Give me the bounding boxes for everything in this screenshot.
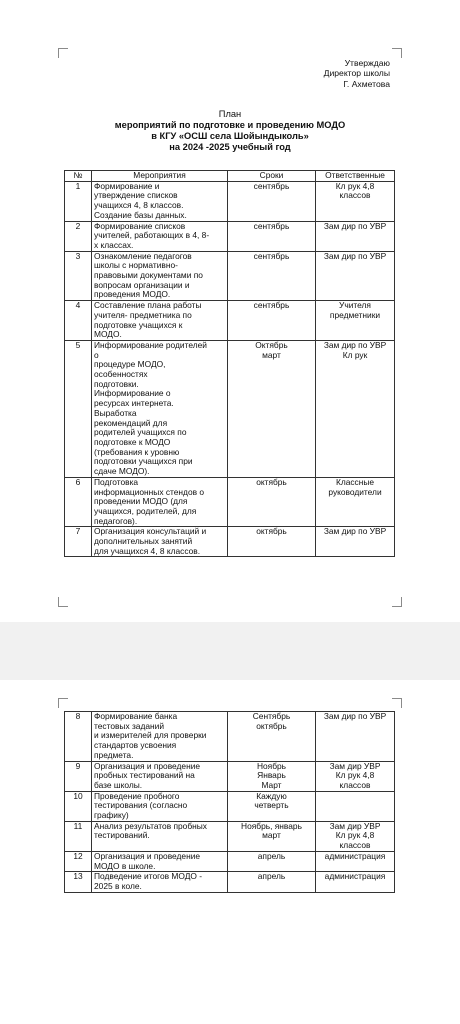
row-responsible: Кл рук 4,8 классов <box>316 181 395 221</box>
row-responsible <box>316 791 395 821</box>
row-responsible: Зам дир по УВР Кл рук <box>316 340 395 477</box>
table-row <box>65 712 395 762</box>
header-activity: Мероприятия <box>92 171 228 182</box>
header-responsible: Ответственные <box>316 171 395 182</box>
row-dates: октябрь <box>228 477 316 527</box>
row-dates: Ноябрь Январь Март <box>228 761 316 791</box>
row-responsible: Зам дир УВР Кл рук 4,8 классов <box>316 761 395 791</box>
row-number: 10 <box>65 791 92 821</box>
row-responsible: администрация <box>316 872 395 892</box>
row-number: 11 <box>65 821 92 851</box>
row-dates: Сентябрь октябрь <box>228 712 316 762</box>
table-row <box>65 477 395 527</box>
row-number: 4 <box>65 301 92 341</box>
row-number: 2 <box>65 221 92 251</box>
row-number: 9 <box>65 761 92 791</box>
approval-block <box>324 58 390 89</box>
row-dates: Октябрь март <box>228 340 316 477</box>
row-number: 6 <box>65 477 92 527</box>
approval-line-2: Директор школы <box>323 68 390 79</box>
row-responsible: администрация <box>316 851 395 871</box>
crop-mark-top-right <box>392 48 402 58</box>
row-activity: Подведение итогов МОДО - 2025 в коле. <box>92 872 228 892</box>
title-line-3: в КГУ «ОСШ села Шойындыколь» <box>151 131 309 141</box>
row-responsible: Учителя предметники <box>316 301 395 341</box>
row-number: 5 <box>65 340 92 477</box>
row-number: 8 <box>65 712 92 762</box>
row-activity: Анализ результатов пробных тестирований. <box>92 821 228 851</box>
row-responsible: Зам дир по УВР <box>316 527 395 557</box>
table-row <box>65 340 395 477</box>
row-activity: Информирование родителей о процедуре МОДО, особенностях подготовки. Информирование о ресурсах интернета. Выработка рекомендаций для родителей учащихся по подготовке к МОДО (требования к уровню подготовки учащихся при сдаче МОДО). <box>92 340 228 477</box>
table-row <box>65 791 395 821</box>
crop-mark-top-right <box>392 698 402 708</box>
row-number: 13 <box>65 872 92 892</box>
document-title <box>60 109 400 153</box>
row-number: 7 <box>65 527 92 557</box>
table-row <box>65 821 395 851</box>
row-activity: Организация и проведение МОДО в школе. <box>92 851 228 871</box>
row-responsible: Зам дир по УВР <box>316 712 395 762</box>
row-dates: сентябрь <box>228 181 316 221</box>
page-2 <box>0 680 460 1024</box>
row-responsible: Классные руководители <box>316 477 395 527</box>
row-number: 1 <box>65 181 92 221</box>
approval-line-3: Г. Ахметова <box>343 78 390 89</box>
row-number: 3 <box>65 251 92 301</box>
table-row <box>65 872 395 892</box>
table-row <box>65 527 395 557</box>
row-dates: апрель <box>228 872 316 892</box>
crop-mark-top-left <box>58 48 68 58</box>
table-row <box>65 851 395 871</box>
title-line-4: на 2024 -2025 учебный год <box>169 142 291 152</box>
row-number: 12 <box>65 851 92 871</box>
row-activity: Формирование банка тестовых заданий и измерителей для проверки стандартов усвоения предмета. <box>92 712 228 762</box>
row-responsible: Зам дир УВР Кл рук 4,8 классов <box>316 821 395 851</box>
plan-table-part-1 <box>64 170 395 557</box>
plan-table-part-2 <box>64 711 395 893</box>
crop-mark-bottom-right <box>392 597 402 607</box>
row-responsible: Зам дир по УВР <box>316 221 395 251</box>
row-activity: Ознакомление педагогов школы с нормативно- правовыми документами по вопросам организации и проведения МОДО. <box>92 251 228 301</box>
crop-mark-bottom-left <box>58 597 68 607</box>
approval-line-1: Утверждаю <box>344 58 390 68</box>
table-row <box>65 301 395 341</box>
header-num: № <box>65 171 92 182</box>
table-row <box>65 221 395 251</box>
page-gap <box>0 622 460 680</box>
table-header-row <box>65 171 395 182</box>
row-dates: Каждую четверть <box>228 791 316 821</box>
row-dates: сентябрь <box>228 251 316 301</box>
row-activity: Организация консультаций и дополнительных занятий для учащихся 4, 8 классов. <box>92 527 228 557</box>
title-line-2: мероприятий по подготовке и проведению МОДО <box>114 120 346 130</box>
row-dates: Ноябрь, январь март <box>228 821 316 851</box>
row-activity: Составление плана работы учителя- предметника по подготовке учащихся к МОДО. <box>92 301 228 341</box>
row-dates: октябрь <box>228 527 316 557</box>
title-line-1: План <box>218 109 242 119</box>
row-activity: Проведение пробного тестирования (согласно графику) <box>92 791 228 821</box>
row-activity: Формирование и утверждение списков учащихся 4, 8 классов. Создание базы данных. <box>92 181 228 221</box>
row-responsible: Зам дир по УВР <box>316 251 395 301</box>
table-row <box>65 181 395 221</box>
row-activity: Формирование списков учителей, работающих в 4, 8- х классах. <box>92 221 228 251</box>
row-activity: Подготовка информационных стендов о проведении МОДО (для учащихся, родителей, для педагогов). <box>92 477 228 527</box>
row-dates: апрель <box>228 851 316 871</box>
header-dates: Сроки <box>228 171 316 182</box>
crop-mark-top-left <box>58 698 68 708</box>
table-row <box>65 761 395 791</box>
row-dates: сентябрь <box>228 301 316 341</box>
row-activity: Организация и проведение пробных тестирований на базе школы. <box>92 761 228 791</box>
row-dates: сентябрь <box>228 221 316 251</box>
table-row <box>65 251 395 301</box>
